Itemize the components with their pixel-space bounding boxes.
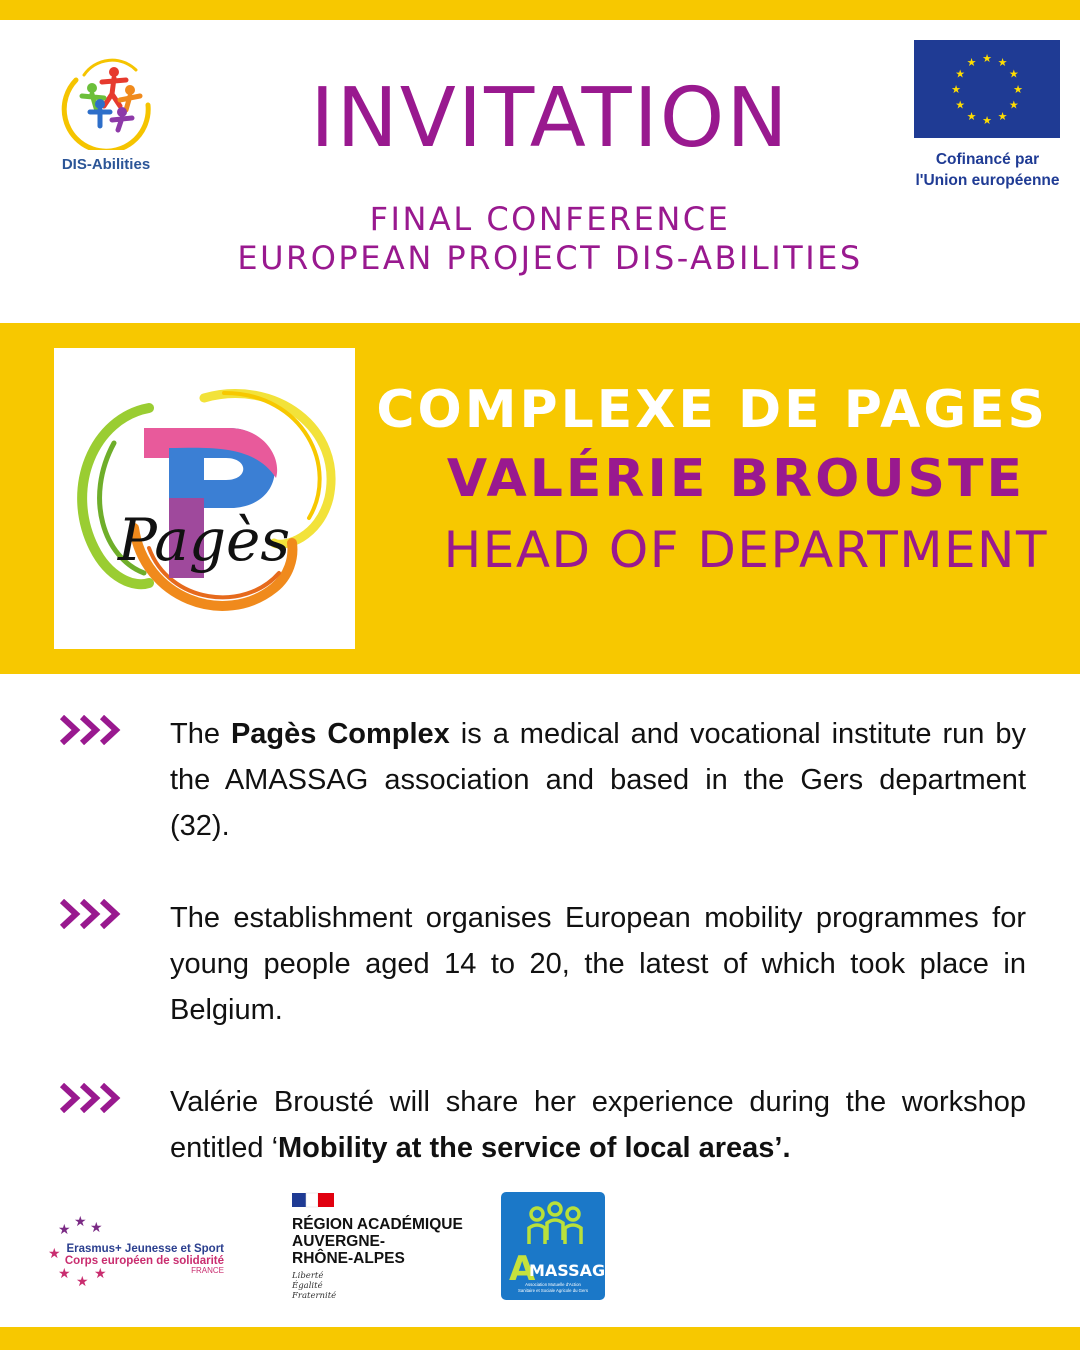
- info-item-3-pre: Valérie Brousté will share her experience during the workshop entitled ‘: [170, 1086, 1026, 1164]
- erasmus-line-3: FRANCE: [191, 1266, 224, 1275]
- eu-star: ★: [982, 114, 992, 127]
- event-subtitle: [150, 200, 950, 278]
- svg-text:★: ★: [94, 1266, 107, 1282]
- speaker-name: VALÉRIE BROUSTE: [446, 449, 1025, 509]
- info-item-3-text: [170, 1079, 1026, 1171]
- svg-text:★: ★: [90, 1220, 103, 1236]
- eu-cofunding-caption: [895, 149, 1080, 191]
- eu-star: ★: [951, 83, 961, 96]
- amassag-tagline-2: Sanitaire et Sociale Agricole du Gers: [518, 1288, 588, 1293]
- dis-abilities-logo-label: DIS-Abilities: [61, 156, 151, 173]
- marianne-flag-icon: [292, 1193, 334, 1207]
- subtitle-line-1: FINAL CONFERENCE: [369, 200, 731, 238]
- eu-star: ★: [1013, 83, 1023, 96]
- region-motto-3: Fraternité: [292, 1291, 337, 1301]
- svg-text:★: ★: [76, 1274, 89, 1290]
- erasmus-logo: [48, 1212, 238, 1292]
- dis-abilities-logo: [50, 50, 165, 180]
- pages-logo: [54, 348, 355, 649]
- erasmus-line-2: Corps européen de solidarité: [64, 1255, 224, 1267]
- speaker-role: HEAD OF DEPARTMENT: [443, 521, 1048, 579]
- triple-chevron-icon: [60, 899, 128, 929]
- info-item-1-text: [170, 711, 1026, 849]
- triple-chevron-icon: [60, 1083, 128, 1113]
- eu-star: ★: [997, 56, 1008, 70]
- info-item-2-text: The establishment organises European mobility programmes for young people aged 14 to 20, the latest of which took place in Belgium.: [170, 902, 1026, 1026]
- eu-flag-icon: [914, 40, 1060, 138]
- region-line-1: RÉGION ACADÉMIQUE: [292, 1216, 463, 1233]
- region-line-3: RHÔNE-ALPES: [292, 1250, 405, 1267]
- eu-star: ★: [1008, 98, 1019, 112]
- info-item-1-bold: Pagès Complex: [230, 718, 450, 750]
- bottom-accent-bar: [0, 1327, 1080, 1350]
- info-item-3-bold: Mobility at the service of local areas’.: [278, 1132, 791, 1164]
- subtitle-line-2: EUROPEAN PROJECT DIS-ABILITIES: [237, 239, 863, 277]
- region-academique-logo: [280, 1185, 480, 1310]
- eu-star: ★: [982, 52, 992, 65]
- region-line-2: AUVERGNE-: [292, 1233, 386, 1250]
- eu-star: ★: [1008, 67, 1019, 81]
- eu-caption-line-2: l'Union européenne: [915, 172, 1060, 189]
- svg-text:★: ★: [74, 1214, 87, 1230]
- amassag-tagline-1: Association Mutuelle d'Action: [525, 1282, 581, 1287]
- amassag-logo-name: MASSAG: [529, 1261, 605, 1280]
- info-item-1-post: is a medical and vocational institute run by the AMASSAG association and based in the Gers department (32).: [170, 718, 1026, 842]
- pages-logo-wordmark: Pagès: [117, 506, 291, 574]
- region-motto-1: Liberté: [292, 1271, 324, 1281]
- amassag-logo: [501, 1192, 605, 1300]
- eu-caption-line-1: Cofinancé par: [935, 151, 1040, 168]
- svg-text:★: ★: [58, 1222, 71, 1238]
- triple-chevron-icon: [60, 715, 128, 745]
- eu-star: ★: [966, 56, 977, 70]
- eu-star: ★: [955, 67, 966, 81]
- eu-star: ★: [955, 98, 966, 112]
- eu-star: ★: [997, 109, 1008, 123]
- svg-text:★: ★: [58, 1266, 71, 1282]
- page-title: INVITATION: [310, 71, 790, 166]
- amassag-logo-letter: A: [509, 1249, 536, 1289]
- speaker-organisation: COMPLEXE DE PAGES: [376, 380, 1048, 440]
- info-item-1-pre: The: [170, 718, 231, 750]
- top-accent-bar: [0, 0, 1080, 20]
- eu-star: ★: [966, 109, 977, 123]
- region-motto-2: Égalité: [292, 1281, 323, 1291]
- svg-text:★: ★: [48, 1246, 61, 1262]
- erasmus-line-1: Erasmus+ Jeunesse et Sport: [66, 1243, 224, 1255]
